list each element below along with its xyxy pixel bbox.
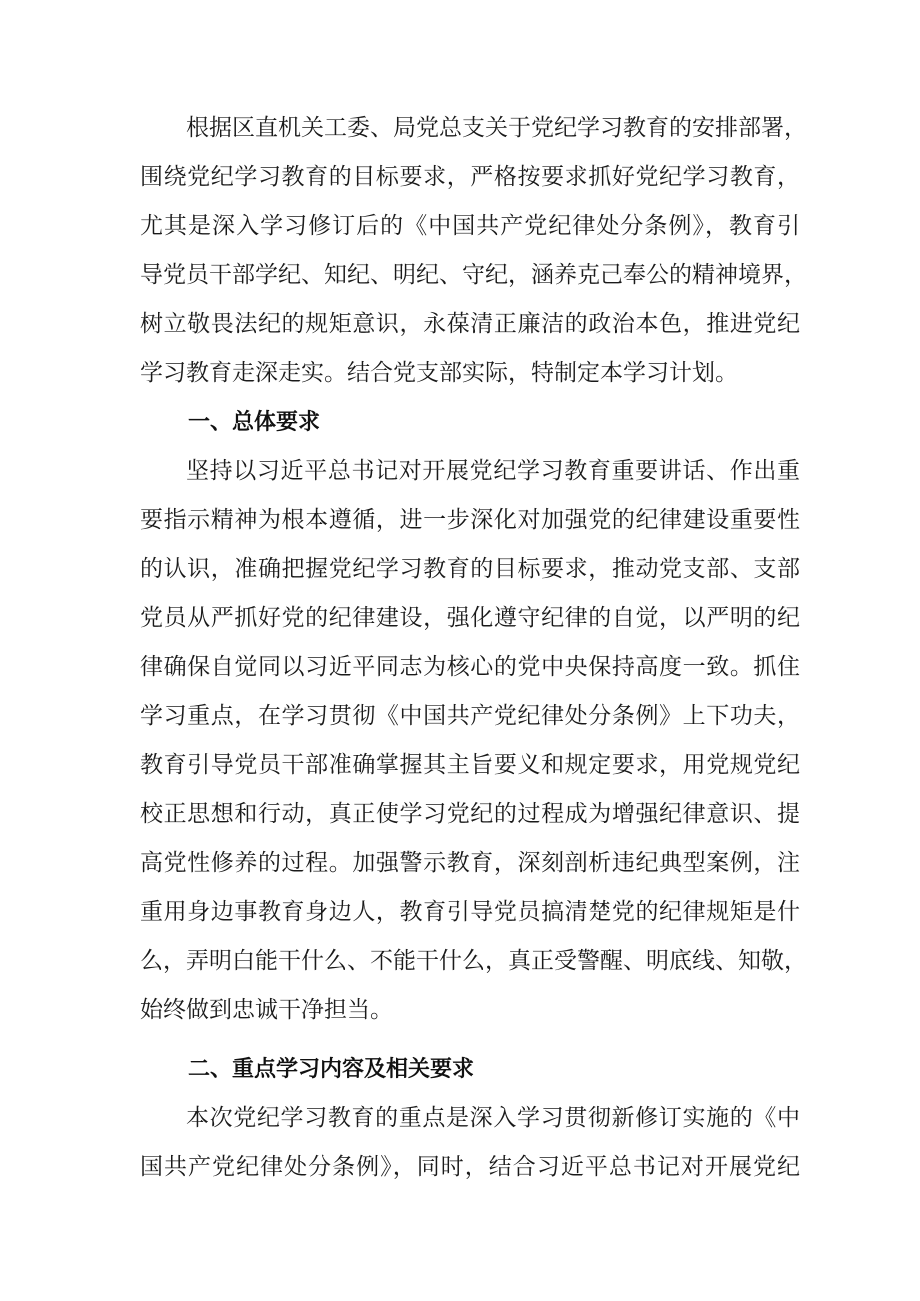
section1-line-2: 要指示精神为根本遵循，进一步深化对加强党的纪律建设重要性 xyxy=(140,507,800,533)
section1-line-6: 学习重点，在学习贯彻《中国共产党纪律处分条例》上下功夫， xyxy=(140,703,800,729)
intro-line-5: 树立敬畏法纪的规矩意识，永葆清正廉洁的政治本色，推进党纪 xyxy=(140,311,800,337)
intro-line-6: 学习教育走深走实。结合党支部实际，特制定本学习计划。 xyxy=(140,360,738,386)
section1-line-8: 校正思想和行动，真正使学习党纪的过程成为增强纪律意识、提 xyxy=(140,801,800,827)
intro-paragraph xyxy=(140,104,807,398)
section1-line-10: 重用身边事教育身边人，教育引导党员搞清楚党的纪律规矩是什 xyxy=(140,899,800,925)
section1-line-1: 坚持以习近平总书记对开展党纪学习教育重要讲话、作出重 xyxy=(186,458,800,484)
section-heading-2: 二、重点学习内容及相关要求 xyxy=(188,1057,475,1082)
section2-line-1: 本次党纪学习教育的重点是深入学习贯彻新修订实施的《中 xyxy=(186,1105,800,1131)
intro-line-3: 尤其是深入学习修订后的《中国共产党纪律处分条例》，教育引 xyxy=(140,213,800,239)
section1-line-3: 的认识，准确把握党纪学习教育的目标要求，推动党支部、支部 xyxy=(140,556,800,582)
section1-line-7: 教育引导党员干部准确掌握其主旨要义和规定要求，用党规党纪 xyxy=(140,752,800,778)
document-body xyxy=(140,104,807,1192)
section-heading-1: 一、总体要求 xyxy=(188,410,321,435)
spacer xyxy=(140,1035,800,1045)
intro-line-4: 导党员干部学纪、知纪、明纪、守纪，涵养克己奉公的精神境界， xyxy=(140,262,807,288)
section1-paragraph xyxy=(140,447,807,1035)
section1-line-4: 党员从严抓好党的纪律建设，强化遵守纪律的自觉，以严明的纪 xyxy=(140,605,800,631)
intro-line-2: 围绕党纪学习教育的目标要求，严格按要求抓好党纪学习教育， xyxy=(140,164,800,190)
section1-line-9: 高党性修养的过程。加强警示教育，深刻剖析违纪典型案例，注 xyxy=(140,850,800,876)
section1-line-5: 律确保自觉同以习近平同志为核心的党中央保持高度一致。抓住 xyxy=(140,654,800,680)
section2-paragraph xyxy=(140,1094,800,1192)
intro-line-1: 根据区直机关工委、局党总支关于党纪学习教育的安排部署， xyxy=(186,115,807,141)
section1-line-11: 么，弄明白能干什么、不能干什么，真正受警醒、明底线、知敬， xyxy=(140,948,807,974)
section2-line-2: 国共产党纪律处分条例》，同时，结合习近平总书记对开展党纪 xyxy=(140,1154,800,1180)
section1-line-12: 始终做到忠诚干净担当。 xyxy=(140,997,393,1023)
